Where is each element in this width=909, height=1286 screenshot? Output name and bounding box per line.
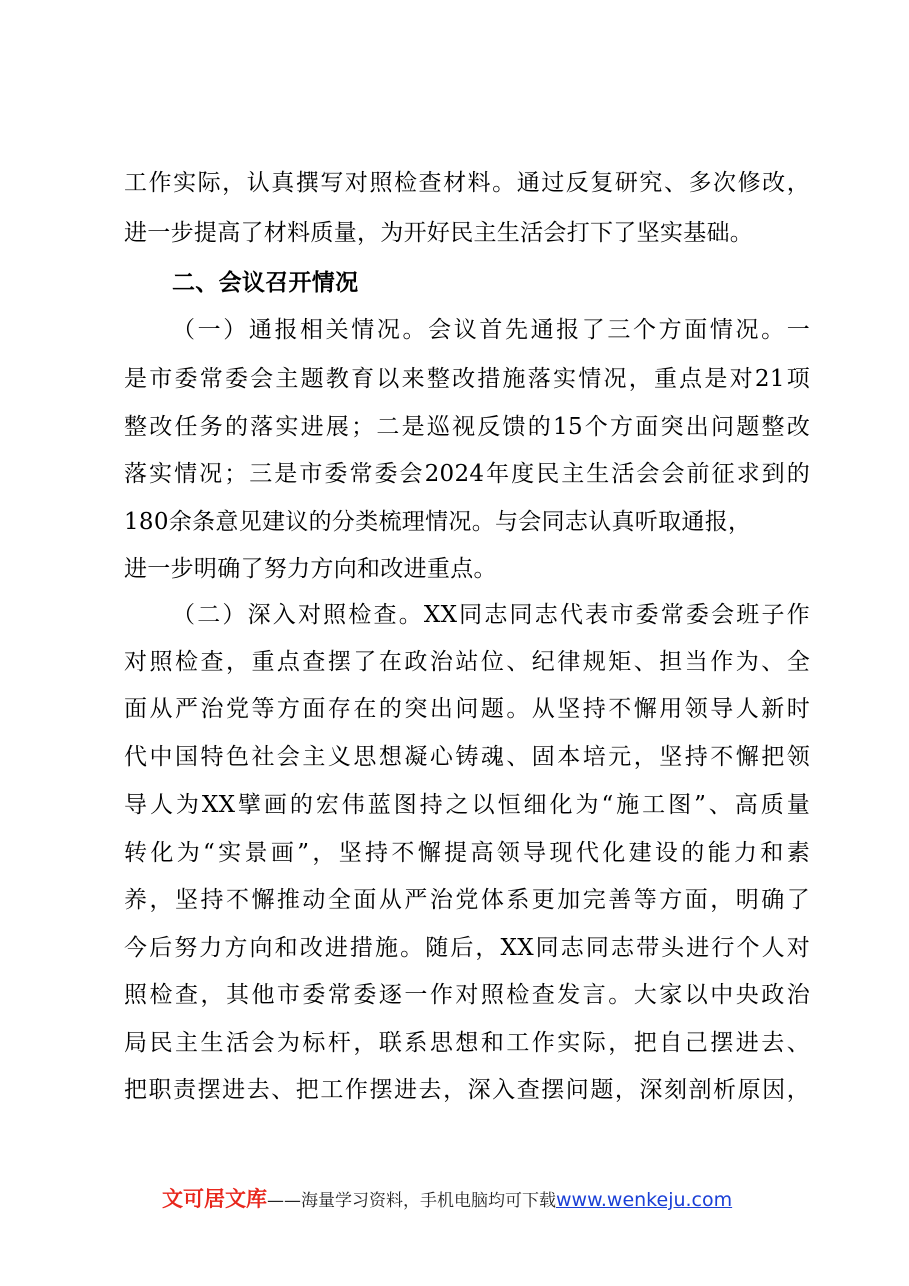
body-line: 整改任务的落实进展；二是巡视反馈的15个方面突出问题整改 (124, 414, 810, 440)
body-line: 今后努力方向和改进措施。随后，XX同志同志带头进行个人对 (124, 935, 810, 961)
body-line: 是市委常委会主题教育以来整改措施落实情况，重点是对21项 (124, 366, 810, 392)
footer-slogan: ——海量学习资料，手机电脑均可下载 (267, 1191, 556, 1211)
body-line: 进一步明确了努力方向和改进重点。 (124, 556, 497, 582)
body-line: 养，坚持不懈推动全面从严治党体系更加完善等方面，明确了 (124, 887, 810, 913)
body-line: 把职责摆进去、把工作摆进去，深入查摆问题，深刻剖析原因， (124, 1077, 810, 1103)
paragraph-first-line: （二）深入对照检查。XX同志同志代表市委常委会班子作 (172, 602, 810, 628)
body-line: 转化为“实景画”，坚持不懈提高领导现代化建设的能力和素 (124, 840, 810, 866)
body-line: 导人为XX擘画的宏伟蓝图持之以恒细化为“施工图”、高质量 (124, 792, 810, 818)
body-line: 代中国特色社会主义思想凝心铸魂、固本培元，坚持不懈把领 (124, 744, 810, 770)
paragraph-first-line: （一）通报相关情况。会议首先通报了三个方面情况。一 (172, 317, 810, 343)
body-line: 对照检查，重点查摆了在政治站位、纪律规矩、担当作为、全 (124, 649, 810, 675)
body-line: 面从严治党等方面存在的突出问题。从坚持不懈用领导人新时 (124, 696, 810, 722)
website-link[interactable]: www.wenkeju.com (556, 1189, 733, 1211)
footer-watermark (162, 1183, 782, 1213)
body-line: 180余条意见建议的分类梳理情况。与会同志认真听取通报， (124, 509, 752, 535)
body-line: 局民主生活会为标杆，联系思想和工作实际，把自己摆进去、 (124, 1030, 810, 1056)
body-line: 照检查，其他市委常委逐一作对照检查发言。大家以中央政治 (124, 982, 810, 1008)
body-line: 工作实际，认真撰写对照检查材料。通过反复研究、多次修改， (124, 170, 810, 196)
body-line: 进一步提高了材料质量，为开好民主生活会打下了坚实基础。 (124, 220, 754, 246)
brand-name: 文可居文库 (162, 1187, 267, 1211)
section-heading: 二、会议召开情况 (172, 270, 359, 296)
body-line: 落实情况；三是市委常委会2024年度民主生活会会前征求到的 (124, 461, 810, 487)
